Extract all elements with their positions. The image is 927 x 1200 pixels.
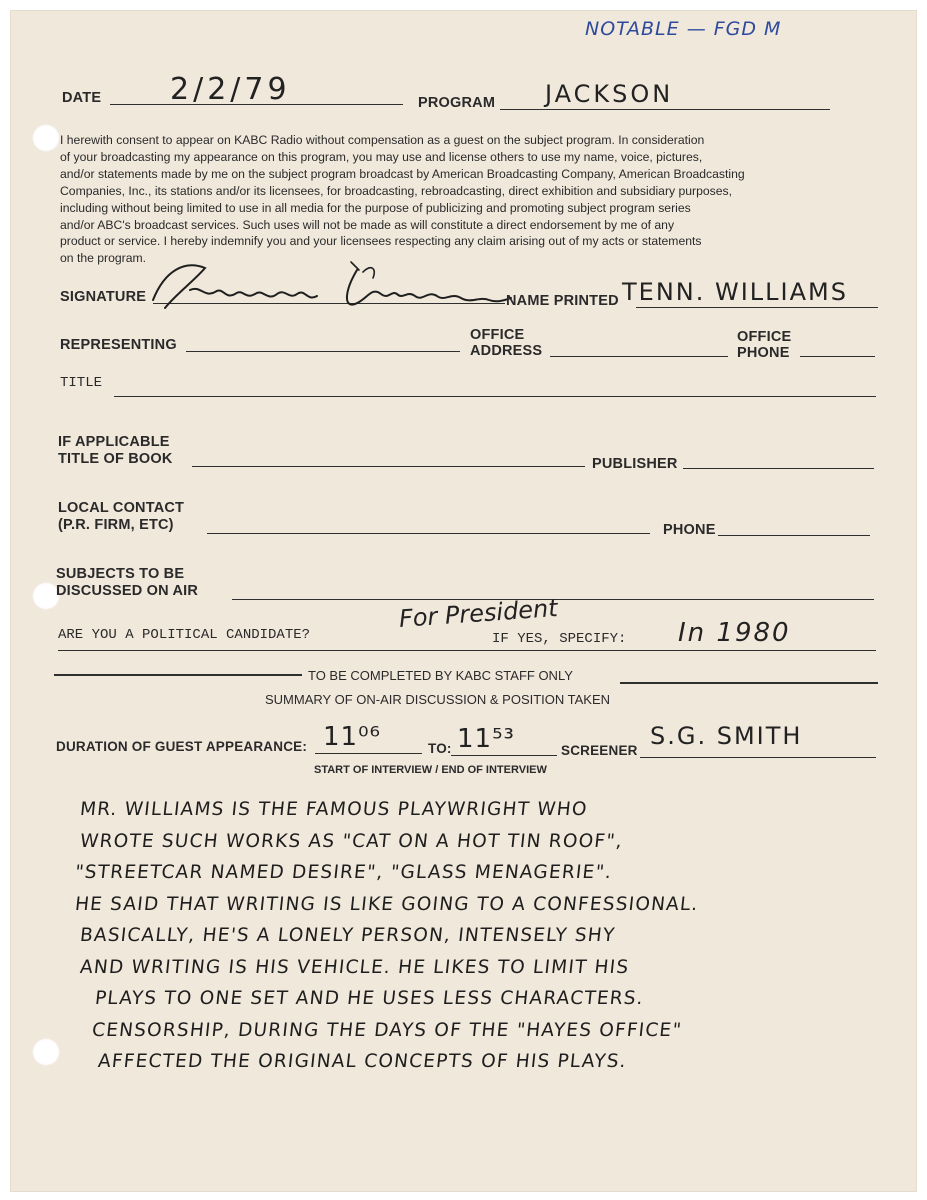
summary-line: CENSORSHIP, DURING THE DAYS OF THE "HAYES OFFICE" — [90, 1019, 684, 1041]
punch-hole-bottom — [32, 1038, 60, 1066]
program-line — [500, 109, 830, 110]
interview-caption: START OF INTERVIEW / END OF INTERVIEW — [314, 764, 547, 776]
start-time-line — [315, 753, 422, 754]
screener-line — [640, 757, 876, 758]
title-label: TITLE — [60, 375, 103, 391]
signature-label: SIGNATURE — [60, 289, 147, 305]
local-contact-line — [207, 533, 650, 534]
office-address-label: ADDRESS — [470, 343, 543, 359]
consent-line: and/or ABC's broadcast services. Such uses will not be made as will constitute a direct endorsement by me of any — [60, 217, 675, 232]
end-time-line — [451, 755, 557, 756]
handwritten-signature[interactable] — [145, 250, 515, 320]
consent-line: Companies, Inc., its stations and/or its licensees, for broadcasting, rebroadcasting, direct exhibition and subsidiary purposes, — [60, 183, 733, 198]
screener-label: SCREENER — [561, 743, 638, 758]
specify-label: IF YES, SPECIFY: — [492, 631, 627, 647]
name-printed-value[interactable]: TENN. WILLIAMS — [622, 278, 848, 306]
publisher-label: PUBLISHER — [592, 456, 678, 472]
local-contact-label: LOCAL CONTACT — [58, 500, 185, 516]
book-label: TITLE OF BOOK — [58, 451, 173, 467]
to-label: TO: — [428, 741, 452, 756]
end-time-value[interactable]: 11⁵³ — [457, 724, 515, 754]
office-phone-label: OFFICE — [737, 329, 792, 345]
summary-line: PLAYS TO ONE SET AND HE USES LESS CHARACTERS. — [93, 988, 645, 1009]
phone-label: PHONE — [663, 522, 716, 538]
date-value[interactable]: 2/2/79 — [170, 72, 291, 107]
punch-hole-top — [32, 124, 60, 152]
publisher-line — [683, 468, 874, 469]
candidate-value[interactable]: For President — [398, 593, 559, 633]
summary-line: "STREETCAR NAMED DESIRE", "GLASS MENAGERIE". — [73, 862, 614, 883]
candidate-line — [58, 650, 876, 651]
screener-value[interactable]: S.G. SMITH — [650, 722, 803, 750]
name-printed-label: NAME PRINTED — [506, 293, 619, 309]
summary-line: BASICALLY, HE'S A LONELY PERSON, INTENSELY SHY — [78, 925, 617, 946]
consent-line: on the program. — [60, 251, 147, 266]
staff-subheading: SUMMARY OF ON-AIR DISCUSSION & POSITION TAKEN — [265, 692, 611, 707]
summary-line: HE SAID THAT WRITING IS LIKE GOING TO A CONFESSIONAL. — [73, 893, 700, 915]
book-line — [192, 466, 585, 467]
consent-line: of your broadcasting my appearance on this program, you may use and license others to use my name, voice, pictures, — [60, 149, 703, 164]
name-printed-line — [636, 307, 878, 308]
program-label: PROGRAM — [418, 95, 496, 111]
program-value[interactable]: JACKSON — [545, 80, 674, 108]
duration-label: DURATION OF GUEST APPEARANCE: — [56, 739, 308, 754]
office-phone-line — [800, 356, 875, 357]
summary-line: AFFECTED THE ORIGINAL CONCEPTS OF HIS PLAYS. — [96, 1051, 628, 1072]
handwritten-summary[interactable] — [70, 794, 920, 1078]
consent-line: including without being limited to use in all media for the purpose of publicizing and promoting subject program series — [60, 200, 691, 215]
consent-line: and/or statements made by me on the subject program broadcast by American Broadcasting Company, American Broadcasting — [60, 166, 745, 181]
summary-line: MR. WILLIAMS IS THE FAMOUS PLAYWRIGHT WHO — [78, 799, 589, 820]
representing-line — [186, 351, 460, 352]
summary-line: AND WRITING IS HIS VEHICLE. HE LIKES TO LIMIT HIS — [78, 956, 631, 978]
book-label: IF APPLICABLE — [58, 434, 170, 450]
subjects-label: SUBJECTS TO BE — [56, 566, 185, 582]
staff-divider-left — [54, 674, 302, 676]
representing-label: REPRESENTING — [60, 337, 177, 353]
date-label: DATE — [62, 90, 102, 106]
staff-heading: TO BE COMPLETED BY KABC STAFF ONLY — [308, 668, 573, 683]
subjects-label: DISCUSSED ON AIR — [56, 583, 199, 599]
summary-line: WROTE SUCH WORKS AS "CAT ON A HOT TIN ROOF", — [78, 830, 625, 852]
office-address-label: OFFICE — [470, 327, 525, 343]
specify-value[interactable]: In 1980 — [678, 618, 791, 648]
consent-line: product or service. I hereby indemnify you and your licensees respecting any claim arising out of my acts or statements — [60, 234, 702, 249]
office-address-line — [550, 356, 728, 357]
start-time-value[interactable]: 11⁰⁶ — [323, 722, 381, 752]
notable-note: NOTABLE — FGD M — [585, 18, 782, 40]
consent-paragraph — [60, 132, 878, 267]
phone-line — [718, 535, 870, 536]
consent-line: I herewith consent to appear on KABC Radio without compensation as a guest on the subject program. In consideration — [60, 133, 705, 147]
staff-divider-right — [620, 682, 878, 684]
consent-form-page — [10, 10, 917, 1192]
candidate-label: ARE YOU A POLITICAL CANDIDATE? — [58, 627, 311, 643]
local-contact-label: (P.R. FIRM, ETC) — [58, 517, 174, 533]
title-line — [114, 396, 876, 397]
office-phone-label: PHONE — [737, 345, 790, 361]
